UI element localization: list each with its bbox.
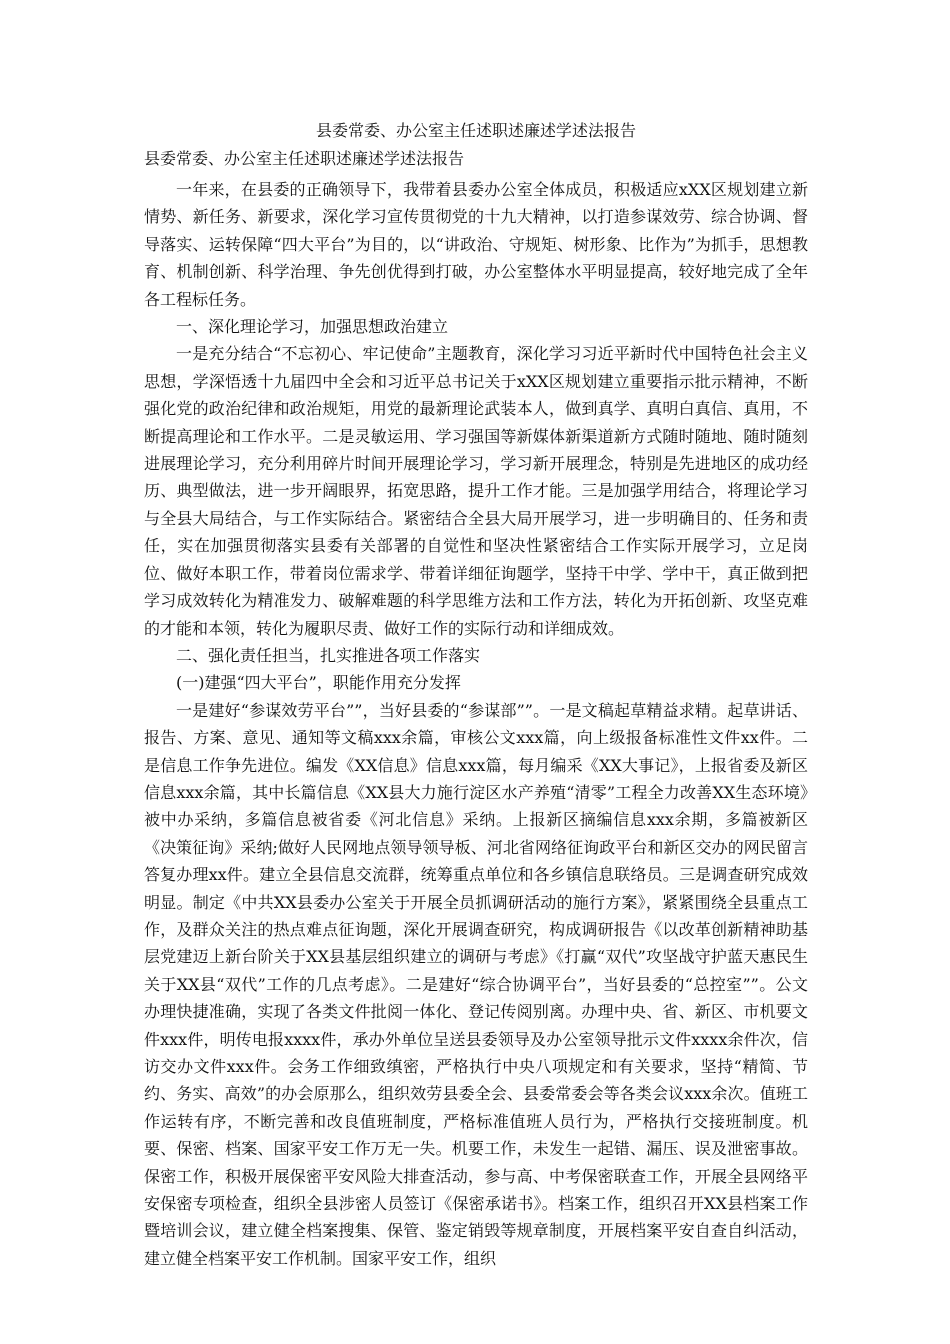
document-title: 县委常委、办公室主任述职述廉述学述法报告 — [315, 121, 636, 140]
section-heading-1: 一、深化理论学习，加强思想政治建立 — [176, 317, 449, 337]
subsection-heading-1: (一)建强“四大平台”，职能作用充分发挥 — [176, 673, 461, 693]
subsection-1-paragraph: 一是建好“参谋效劳平台””，当好县委的“参谋部””。一是文稿起草精益求精。起草讲话、报告、方案、意见、通知等文稿xxx余篇，审核公文xxx篇，向上级报备标准性文件xx件。二是信息工作争先进位。编发《XX信息》信息xxx篇，每月编采《XX大事记》，上报省委及新区信息xxx余篇，其中长篇信息《XX县大力施行淀区水产养殖“清零”工程全力改善XX生态环境》被中办采纳，多篇信息被省委《河北信息》采纳。上报新区摘编信息xxx余期，多篇被新区《决策征询》采纳;做好人民网地点领导领导板、河北省网络征询政平台和新区交办的网民留言答复办理xx件。建立全县信息交流群，统筹重点单位和各乡镇信息联络员。三是调查研究成效明显。制定《中共XX县委办公室关于开展全员抓调研活动的施行方案》，紧紧围绕全县重点工作，及群众关注的热点难点征询题，深化开展调查研究，构成调研报告《以改革创新精神助基层党建迈上新台阶关于XX县基层组织建立的调研与考虑》《打赢“双代”攻坚战守护蓝天惠民生关于XX县“双代”工作的几点考虑》。二是建好“综合协调平台”，当好县委的“总控室””。公文办理快捷准确，实现了各类文件批阅一体化、登记传阅别离。办理中央、省、新区、市机要文件xxx件，明传电报xxxx件，承办外单位呈送县委领导及办公室领导批示文件xxxx余件次，信访交办文件xxx件。会务工作细致缜密，严格执行中央八项规定和有关要求，坚持“精简、节约、务实、高效”的办会原那么，组织效劳县委全会、县委常委会等各类会议xxx余次。值班工作运转有序，不断完善和改良值班制度，严格标准值班人员行为，严格执行交接班制度。机要、保密、档案、国家平安工作万无一失。机要工作，未发生一起错、漏压、误及泄密事故。保密工作，积极开展保密平安风险大排查活动，参与高、中考保密联查工作，开展全县网络平安保密专项检查，组织全县涉密人员签订《保密承诺书》。档案工作，组织召开XX县档案工作暨培训会议，建立健全档案搜集、保管、鉴定销毁等规章制度，开展档案平安自查自纠活动，建立健全档案平安工作机制。国家平安工作，组织 — [144, 700, 808, 1268]
document-page — [144, 120, 808, 1272]
section-1-paragraph: 一是充分结合“不忘初心、牢记使命”主题教育，深化学习习近平新时代中国特色社会主义思想，学深悟透十九届四中全会和习近平总书记关于xXX区规划建立重要指示批示精神，不断强化党的政治纪律和政治规矩，用党的最新理论武装本人，做到真学、真明白真信、真用，不断提高理论和工作水平。二是灵敏运用、学习强国等新媒体新渠道新方式随时随地、随时随刻进展理论学习，充分利用碎片时间开展理论学习，学习新开展理念，特别是先进地区的成功经历、典型做法，进一步开阔眼界，拓宽思路，提升工作才能。三是加强学用结合，将理论学习与全县大局结合，与工作实际结合。紧密结合全县大局开展学习，进一步明确目的、任务和责任，实在加强贯彻落实县委有关部署的自觉性和坚决性紧密结合工作实际开展学习，立足岗位、做好本职工作，带着岗位需求学、带着详细征询题学，坚持干中学、学中干，真正做到把学习成效转化为精准发力、破解难题的科学思维方法和工作方法，转化为开拓创新、攻坚克难的才能和本领，转化为履职尽责、做好工作的实际行动和详细成效。 — [144, 344, 808, 638]
section-heading-2: 二、强化责任担当，扎实推进各项工作落实 — [176, 645, 481, 665]
intro-paragraph: 一年来，在县委的正确领导下，我带着县委办公室全体成员，积极适应xXX区规划建立新情势、新任务、新要求，深化学习宣传贯彻党的十九大精神，以打造参谋效劳、综合协调、督导落实、运转保障“四大平台”为目的，以“讲政治、守规矩、树形象、比作为”为抓手，思想教育、机制创新、科学治理、争先创优得到打破，办公室整体水平明显提高，较好地完成了全年各工程标任务。 — [144, 180, 808, 309]
document-subtitle: 县委常委、办公室主任述职述廉述学述法报告 — [144, 149, 465, 168]
